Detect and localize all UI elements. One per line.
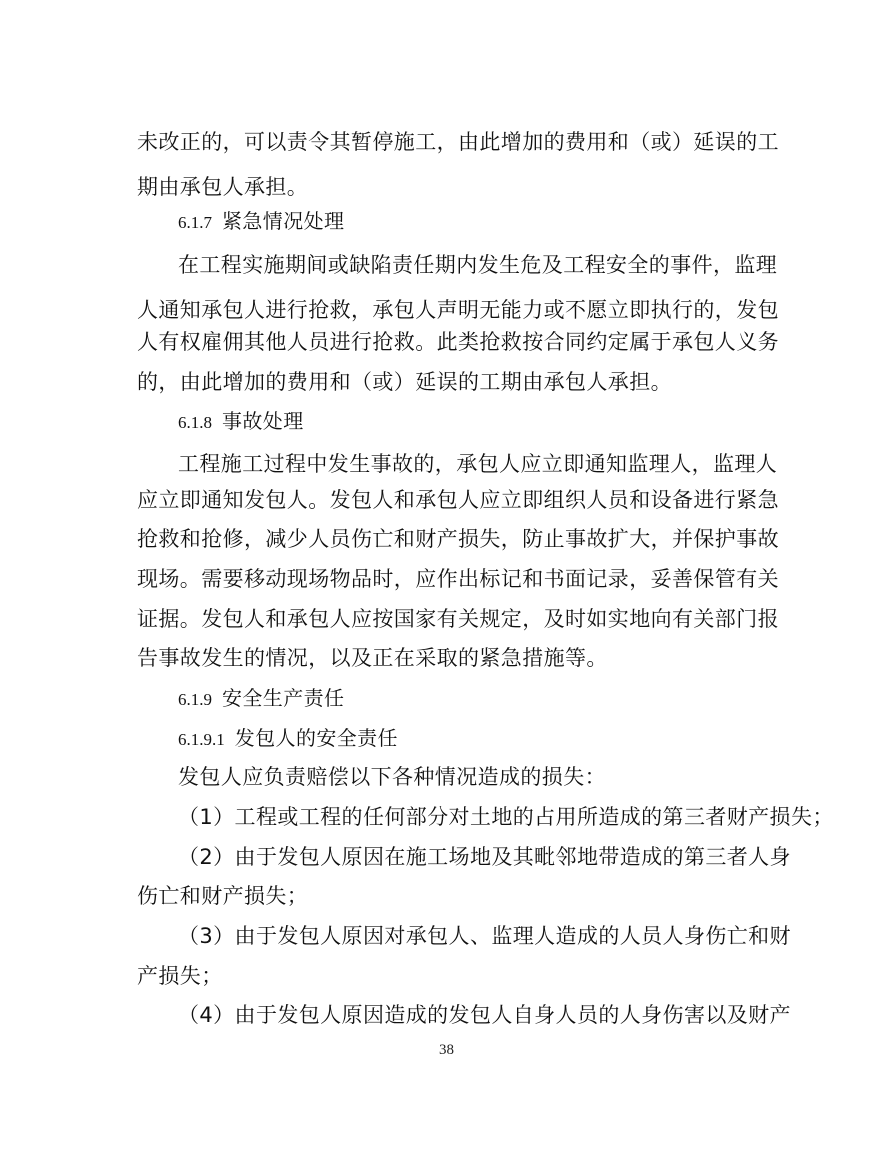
body-line: 未改正的，可以责令其暂停施工，由此增加的费用和（或）延误的工 [137,130,779,154]
section-number: 6.1.9.1 [178,730,225,749]
body-line: 工程施工过程中发生事故的，承包人应立即通知监理人，监理人 [178,452,778,476]
body-line: 期由承包人承担。 [137,175,309,199]
body-line: 伤亡和财产损失； [137,884,309,908]
page-number: 38 [439,1042,454,1058]
section-title: 事故处理 [222,409,304,433]
section-number: 6.1.7 [178,213,212,232]
section-heading [178,406,304,438]
section-heading [178,206,344,238]
body-line: 告事故发生的情况，以及正在采取的紧急措施等。 [137,646,608,670]
list-item: （1）工程或工程的任何部分对土地的占用所造成的第三者财产损失； [178,805,834,829]
section-number: 6.1.9 [178,690,212,709]
body-line: 抢救和抢修，减少人员伤亡和财产损失，防止事故扩大，并保护事故 [137,527,779,551]
section-title: 安全生产责任 [222,686,345,710]
body-line: 发包人应负责赔偿以下各种情况造成的损失： [178,765,606,789]
section-heading [178,683,344,715]
body-line: 的，由此增加的费用和（或）延误的工期由承包人承担。 [137,370,672,394]
body-line: 人通知承包人进行抢救，承包人声明无能力或不愿立即执行的，发包 [137,298,779,322]
body-line: 产损失； [137,964,223,988]
body-line: 在工程实施期间或缺陷责任期内发生危及工程安全的事件，监理 [178,253,778,277]
body-line: 应立即通知发包人。发包人和承包人应立即组织人员和设备进行紧急 [137,488,779,512]
section-title: 发包人的安全责任 [234,726,398,750]
list-item: （4）由于发包人原因造成的发包人自身人员的人身伤害以及财产 [178,1003,791,1027]
list-item: （2）由于发包人原因在施工场地及其毗邻地带造成的第三者人身 [178,845,791,869]
body-line: 现场。需要移动现场物品时，应作出标记和书面记录，妥善保管有关 [137,567,779,591]
section-number: 6.1.8 [178,413,212,432]
body-line: 人有权雇佣其他人员进行抢救。此类抢救按合同约定属于承包人义务 [137,330,779,354]
body-line: 证据。发包人和承包人应按国家有关规定，及时如实地向有关部门报 [137,607,779,631]
list-item: （3）由于发包人原因对承包人、监理人造成的人员人身伤亡和财 [178,924,791,948]
subsection-heading [178,723,398,755]
section-title: 紧急情况处理 [222,209,345,233]
